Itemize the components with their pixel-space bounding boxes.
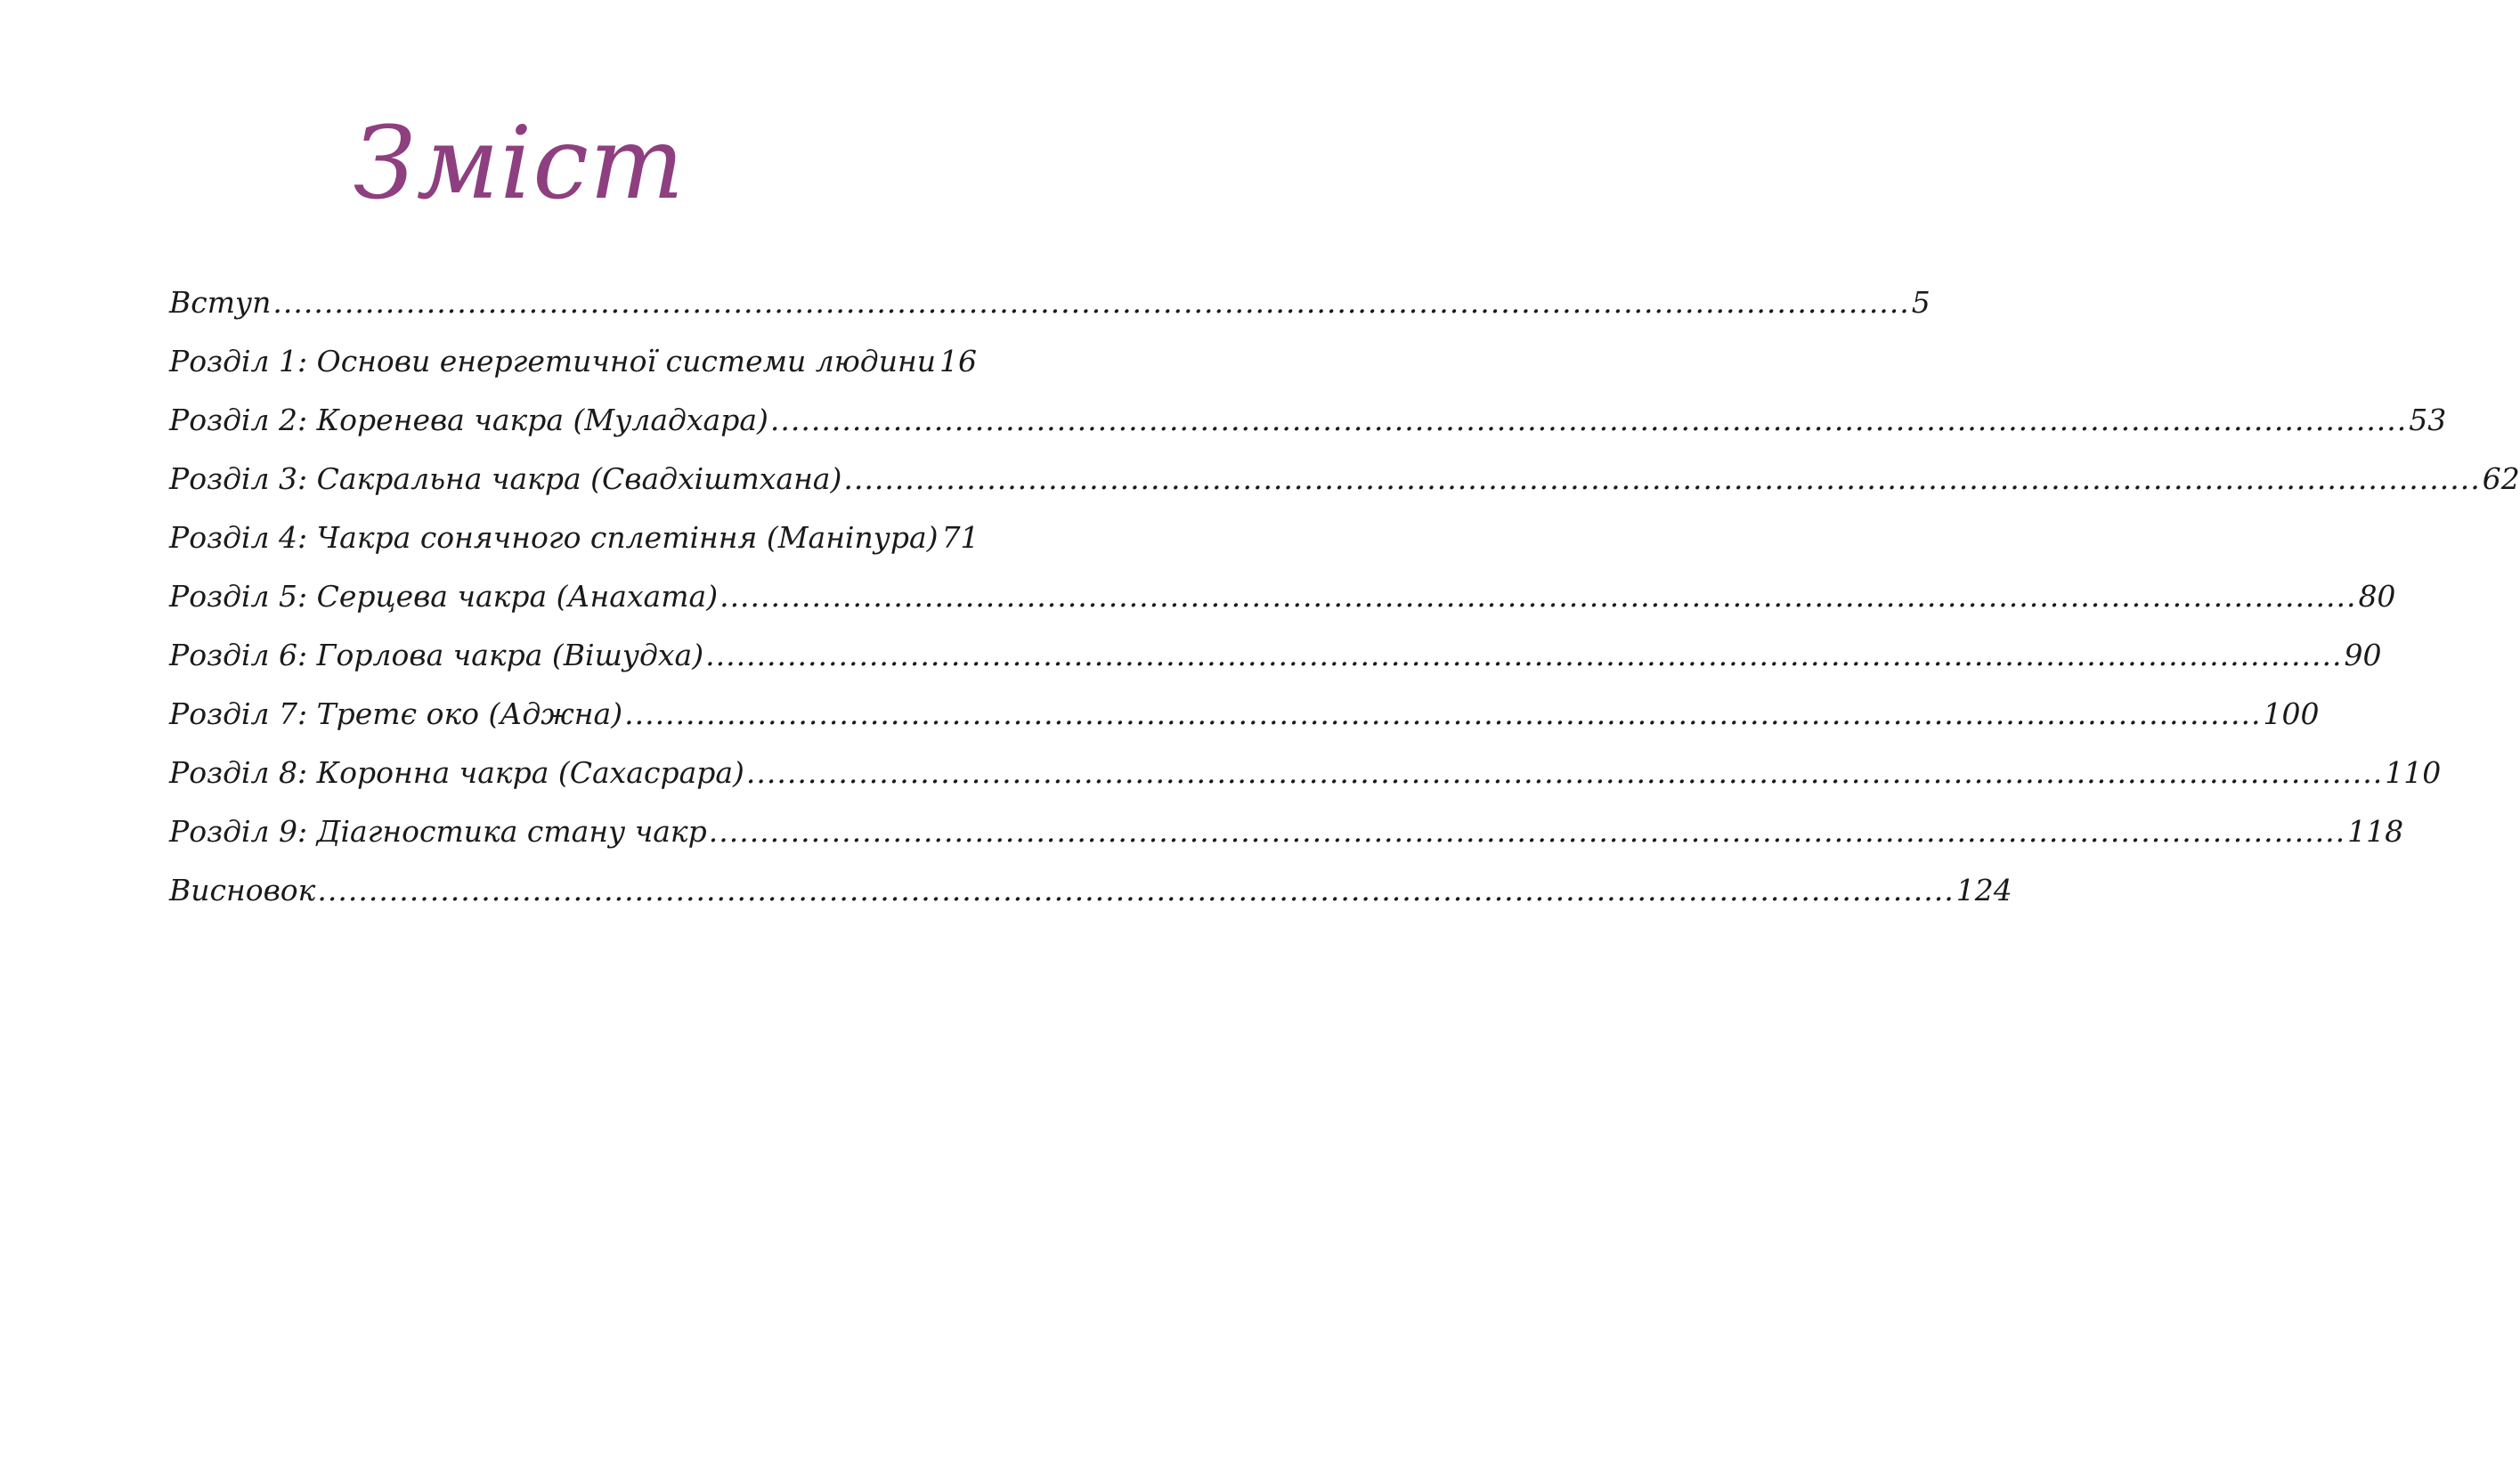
toc-entry-label: Розділ 1: Основи енергетичної системи людини [169,344,936,378]
toc-entry-label: Висновок [169,873,316,907]
toc-entry-label: Розділ 3: Сакральна чакра (Свадхіштхана) [169,461,842,496]
toc-entry-label: Розділ 8: Коронна чакра (Сахасрара) [169,755,744,790]
toc-entry-page: 110 [2385,755,2442,790]
toc-entry-page: 118 [2347,814,2404,849]
toc-entry-label: Вступ [169,285,272,320]
toc-entry-chapter-8 [169,755,2442,814]
toc-entry-chapter-9 [169,814,2404,873]
toc-entry-page: 5 [1911,285,1931,320]
toc-entry-label: Розділ 4: Чакра сонячного сплетіння (Маніпура) [169,520,939,555]
toc-entry-page: 62 [2482,461,2520,496]
toc-entry-page: 71 [941,520,980,555]
toc-entry-label: Розділ 2: Коренева чакра (Муладхара) [169,403,768,437]
toc-entry-page: 100 [2263,696,2320,731]
toc-entry-chapter-7 [169,696,2320,755]
toc-leader-dots [719,579,2356,614]
toc-entry-label: Розділ 6: Горлова чакра (Вішудха) [169,638,704,672]
toc-entry-chapter-4 [169,520,980,579]
toc-entry-chapter-2 [169,403,2447,461]
toc-entry-chapter-3 [169,461,2520,520]
toc-entry-chapter-6 [169,638,2382,696]
toc-entry-page: 124 [1955,873,2012,907]
toc-leader-dots [272,285,1909,320]
toc-leader-dots [709,814,2345,849]
toc-leader-dots [705,638,2342,672]
toc-entry-page: 16 [939,344,977,378]
toc-entry-chapter-1 [169,344,977,403]
toc-leader-dots [317,873,1954,907]
toc-entry-page: 80 [2358,579,2396,614]
page-title: Зміст [353,106,686,222]
toc-entry-chapter-5 [169,579,2396,638]
toc-leader-dots [843,461,2480,496]
toc-entry-page: 53 [2409,403,2447,437]
toc-entry-label: Розділ 5: Серцева чакра (Анахата) [169,579,719,614]
toc-entry-page: 90 [2344,638,2382,672]
toc-leader-dots [624,696,2261,731]
toc-leader-dots [770,403,2407,437]
toc-entry-label: Розділ 9: Діагностика стану чакр [169,814,707,849]
toc-entry-introduction [169,285,1931,344]
table-of-contents [169,285,2520,932]
toc-entry-label: Розділ 7: Третє око (Аджна) [169,696,623,731]
toc-entry-conclusion [169,873,2012,932]
toc-leader-dots [746,755,2383,790]
